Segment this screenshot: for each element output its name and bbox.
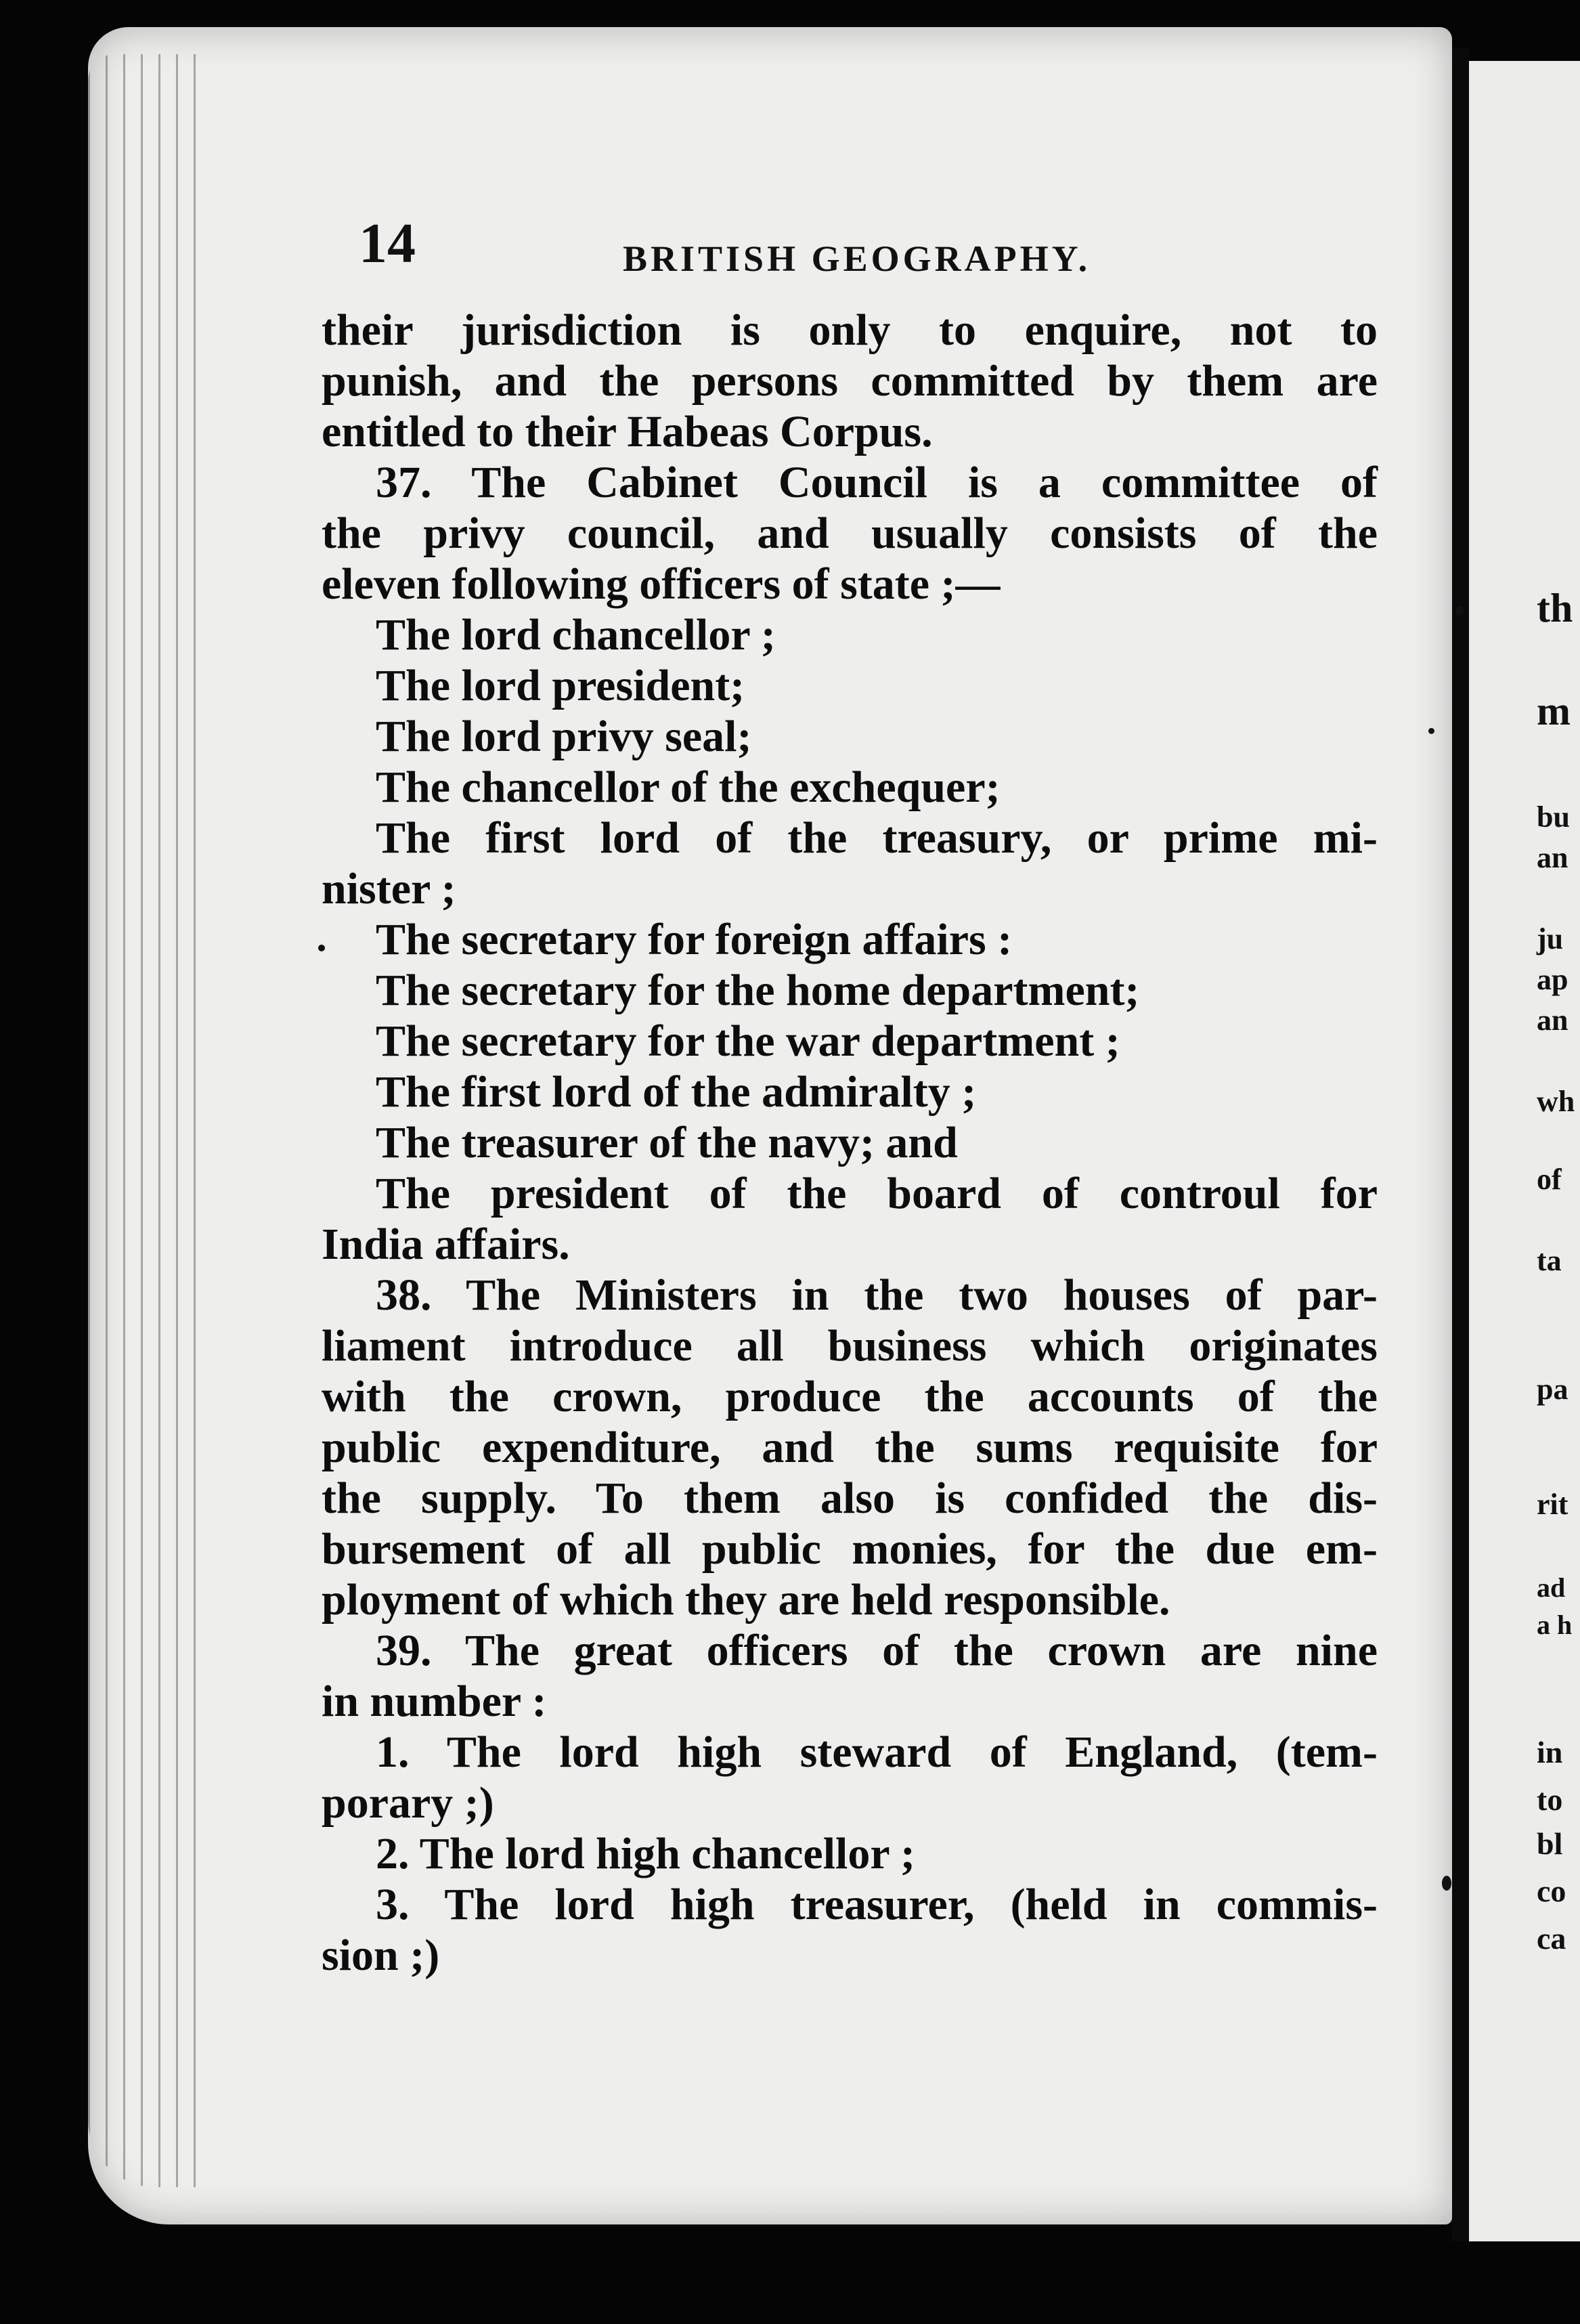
right-fragment: an: [1537, 1004, 1568, 1037]
text-line: in number :: [322, 1677, 547, 1726]
list-item: The lord president;: [376, 661, 745, 710]
right-fragment: pa: [1537, 1373, 1568, 1406]
ink-speck: [1442, 1876, 1451, 1891]
page-edges: [88, 54, 196, 2187]
right-fragment: ju: [1537, 922, 1564, 955]
paragraph-start: 37. The Cabinet Council is a committee of: [376, 458, 1378, 507]
right-fragment: a h: [1537, 1610, 1573, 1640]
right-page: [1469, 61, 1580, 2241]
list-item: The lord privy seal;: [376, 712, 752, 761]
list-item: The president of the board of controul for: [376, 1169, 1378, 1218]
right-fragment: rit: [1537, 1488, 1568, 1521]
text-line: porary ;): [322, 1778, 494, 1828]
text-line: punish, and the persons committed by them are: [322, 356, 1378, 406]
right-fragment: bl: [1537, 1826, 1563, 1861]
right-fragment: to: [1537, 1782, 1563, 1817]
list-item: The secretary for foreign affairs :: [376, 915, 1013, 964]
text-line: liament introduce all business which originates: [322, 1321, 1378, 1371]
right-fragment: ad: [1537, 1572, 1566, 1603]
body-text: [322, 305, 1378, 1981]
right-fragment: ta: [1537, 1244, 1562, 1277]
book-gutter: [1452, 47, 1469, 2241]
ink-speck: [1455, 606, 1464, 616]
right-fragment: bu: [1537, 800, 1570, 834]
text-line: ployment of which they are held responsible.: [322, 1575, 1170, 1624]
list-item: The chancellor of the exchequer;: [376, 762, 1001, 812]
text-line: nister ;: [322, 864, 456, 913]
text-line: sion ;): [322, 1931, 440, 1980]
text-line: India affairs.: [322, 1220, 570, 1269]
text-line: the supply. To them also is confided the dis-: [322, 1473, 1378, 1523]
right-fragment: co: [1537, 1874, 1566, 1908]
right-fragment: th: [1537, 586, 1573, 630]
list-item: 3. The lord high treasurer, (held in commis-: [376, 1880, 1378, 1929]
text-line: public expenditure, and the sums requisite for: [322, 1423, 1378, 1472]
right-fragment: an: [1537, 841, 1568, 874]
text-line: entitled to their Habeas Corpus.: [322, 407, 933, 456]
paragraph-start: 38. The Ministers in the two houses of par-: [376, 1270, 1378, 1320]
text-line: with the crown, produce the accounts of the: [322, 1372, 1378, 1421]
right-fragment: in: [1537, 1735, 1563, 1769]
right-fragment: ca: [1537, 1921, 1566, 1956]
right-fragment: of: [1537, 1163, 1562, 1196]
list-item: The first lord of the treasury, or prime mi-: [376, 813, 1378, 863]
list-item: The lord chancellor ;: [376, 610, 776, 660]
right-fragment: wh: [1537, 1085, 1575, 1118]
list-item: 2. The lord high chancellor ;: [376, 1829, 915, 1878]
list-item: The secretary for the war department ;: [376, 1016, 1120, 1066]
page-number: 14: [359, 212, 416, 275]
right-fragment: ap: [1537, 963, 1568, 996]
list-item: The first lord of the admiralty ;: [376, 1067, 977, 1117]
text-line: the privy council, and usually consists of the: [322, 509, 1378, 558]
text-line: their jurisdiction is only to enquire, not to: [322, 305, 1378, 355]
paragraph-start: 39. The great officers of the crown are nine: [376, 1626, 1378, 1675]
right-fragment: m: [1537, 689, 1571, 733]
list-item: The treasurer of the navy; and: [376, 1118, 958, 1167]
ink-speck: [318, 945, 325, 951]
list-item: The secretary for the home department;: [376, 966, 1140, 1015]
list-item: 1. The lord high steward of England, (tem-: [376, 1727, 1378, 1777]
running-title: BRITISH GEOGRAPHY.: [623, 238, 1091, 279]
ink-speck: [1428, 728, 1434, 734]
text-line: eleven following officers of state ;—: [322, 559, 1001, 609]
text-line: bursement of all public monies, for the due em-: [322, 1524, 1378, 1574]
